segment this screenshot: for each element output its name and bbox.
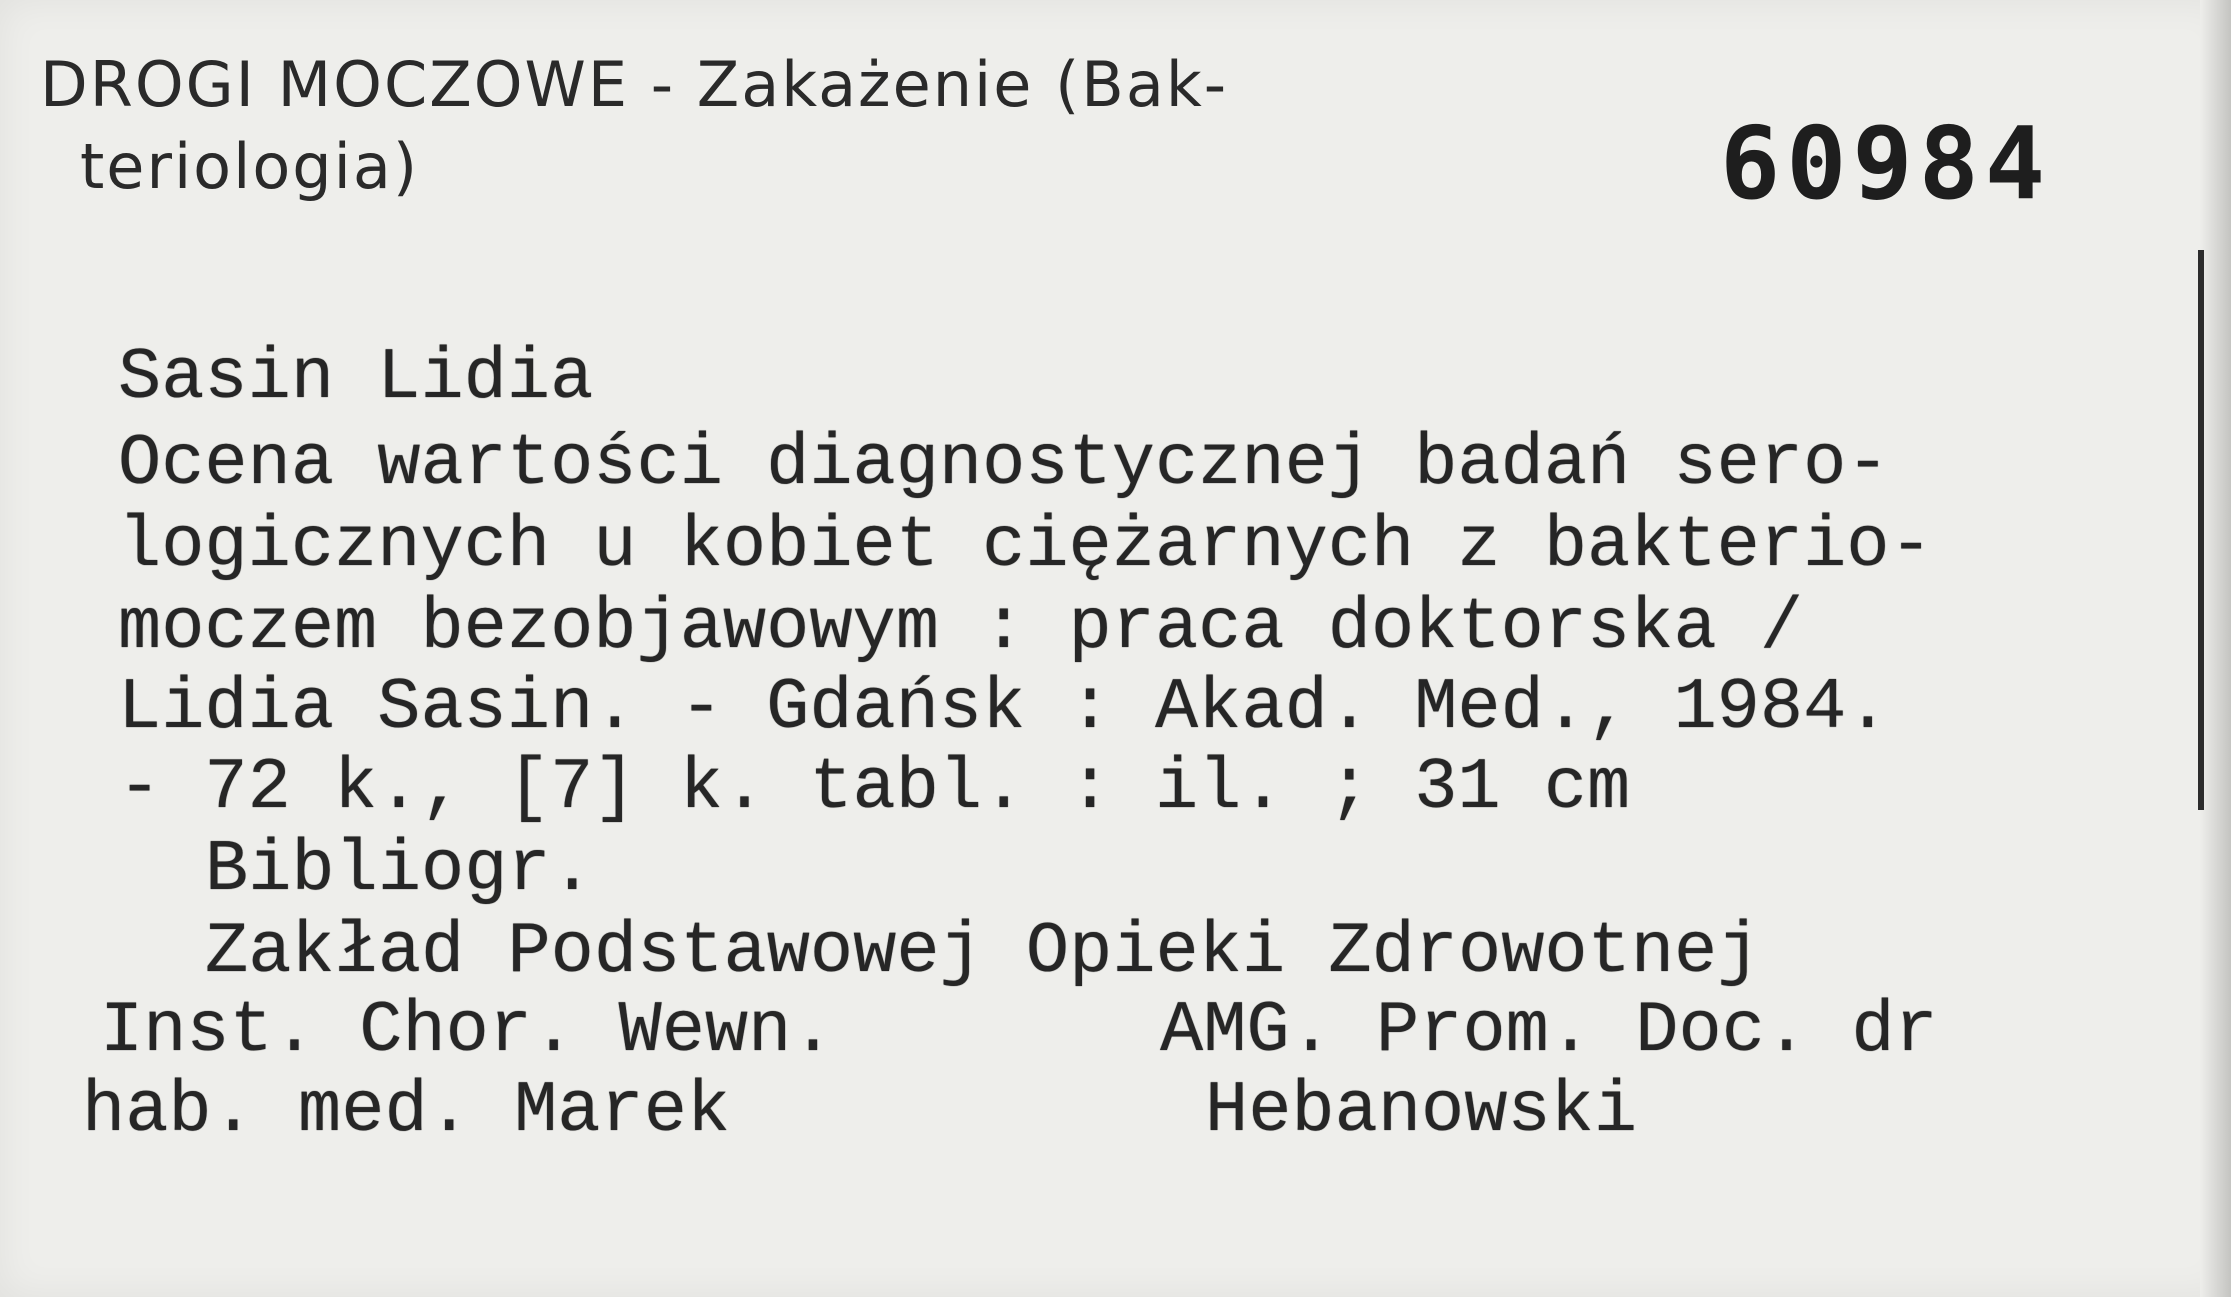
promoter-line-1: AMG. Prom. Doc. dr <box>1160 990 1938 1072</box>
promoter-line-2: hab. med. Marek <box>82 1070 731 1152</box>
collation-line: - 72 k., [7] k. tabl. : il. ; 31 cm <box>118 747 1631 829</box>
card-edge-mark <box>2198 250 2204 810</box>
bibliography-note: Bibliogr. <box>205 829 594 911</box>
subject-heading-line1: DROGI MOCZOWE - Zakażenie (Bak- <box>40 48 1229 121</box>
subject-heading-line2: teriologia) <box>80 130 420 203</box>
card-edge <box>2200 0 2231 1297</box>
imprint-line: Lidia Sasin. - Gdańsk : Akad. Med., 1984. <box>118 667 1890 749</box>
institution-line-1: Zakład Podstawowej Opieki Zdrowotnej <box>205 911 1761 993</box>
author-line: Sasin Lidia <box>118 337 594 419</box>
promoter-surname: Hebanowski <box>1205 1070 1638 1152</box>
title-line-3: moczem bezobjawowym : praca doktorska / <box>118 587 1804 669</box>
title-line-2: logicznych u kobiet ciężarnych z bakterio- <box>118 505 1933 587</box>
institution-line-2: Inst. Chor. Wewn. <box>100 990 835 1072</box>
call-number: 60984 <box>1720 105 2052 222</box>
title-line-1: Ocena wartości diagnostycznej badań sero- <box>118 423 1890 505</box>
